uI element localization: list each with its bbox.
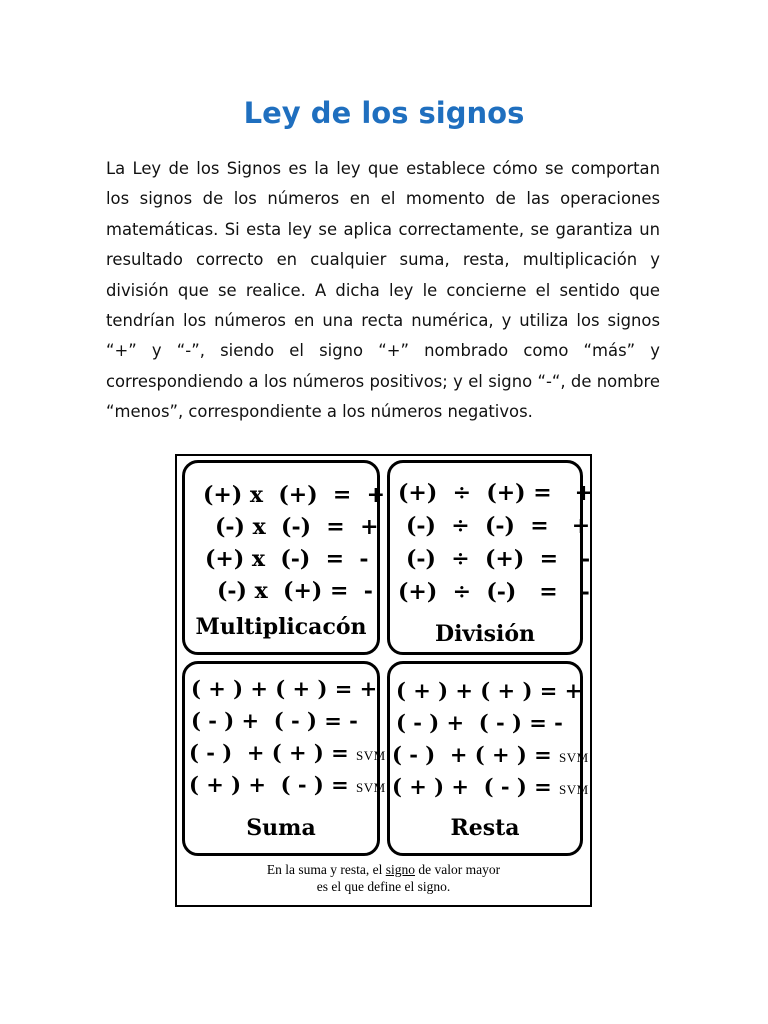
resta-panel (387, 661, 589, 856)
intro-paragraph: La Ley de los Signos es la ley que establece cómo se comportan los signos de los números en el momento de las operaciones matemáticas. Si esta ley se aplica correctamente, se garantiza un resultado correcto en cualquier suma, resta, multiplicación y división que se realice. A dicha ley le concierne el sentido que tendrían los números en una recta numérica, y utiliza los signos “+” y “-”, siendo el signo “+” nombrado como “más” y correspondiendo a los números positivos; y el signo “-“, de nombre “menos”, correspondiente a los números negativos. (106, 159, 660, 422)
multiplication-rule-2: (-) x (-) = + (215, 514, 379, 540)
signs-figure (175, 454, 592, 907)
multiplication-rule-4: (-) x (+) = - (217, 578, 373, 604)
suma-rule-4-expr: ( + ) + ( - ) = (189, 772, 357, 797)
division-panel (387, 460, 594, 655)
suma-panel (182, 661, 386, 856)
resta-label: Resta (450, 815, 520, 841)
division-label: División (435, 621, 535, 647)
division-rule-2: (-) ÷ (-) = + (406, 513, 591, 539)
suma-rule-3 (189, 738, 386, 771)
figure-note-line-1 (177, 861, 590, 878)
multiplication-panel (182, 460, 386, 655)
suma-rule-4-svm: SVM (356, 780, 386, 795)
suma-rule-1: ( + ) + ( + ) = + (191, 676, 378, 701)
resta-rule-4-expr: ( + ) + ( - ) = (392, 774, 560, 799)
figure-note-line-2: es el que define el signo. (316, 879, 451, 894)
multiplication-rule-1: (+) x (+) = + (203, 482, 386, 508)
resta-rule-4 (392, 772, 589, 805)
division-rule-4: (+) ÷ (-) = - (398, 579, 590, 605)
resta-rule-3-expr: ( - ) + ( + ) = (392, 742, 560, 767)
page-title: Ley de los signos (243, 96, 525, 130)
multiplication-label: Multiplicacón (195, 614, 367, 640)
suma-rule-3-expr: ( - ) + ( + ) = (189, 740, 357, 765)
division-rule-3: (-) ÷ (+) = - (406, 546, 591, 572)
suma-rule-2: ( - ) + ( - ) = - (191, 708, 358, 733)
resta-rule-3 (392, 740, 589, 773)
suma-label: Suma (246, 815, 316, 841)
figure-note-underlined-word: signo (385, 862, 415, 877)
division-rule-1: (+) ÷ (+) = + (398, 480, 594, 506)
multiplication-rule-3: (+) x (-) = - (205, 546, 369, 572)
figure-note-line-1-start: En la suma y resta, el (266, 862, 386, 877)
resta-rule-4-svm: SVM (559, 782, 589, 797)
figure-note (177, 861, 590, 895)
resta-rule-3-svm: SVM (559, 750, 589, 765)
resta-rule-2: ( - ) + ( - ) = - (396, 710, 563, 735)
figure-note-line-1-end: de valor mayor (415, 862, 501, 877)
suma-rule-3-svm: SVM (356, 748, 386, 763)
suma-rule-4 (189, 770, 386, 803)
resta-rule-1: ( + ) + ( + ) = + (396, 678, 583, 703)
